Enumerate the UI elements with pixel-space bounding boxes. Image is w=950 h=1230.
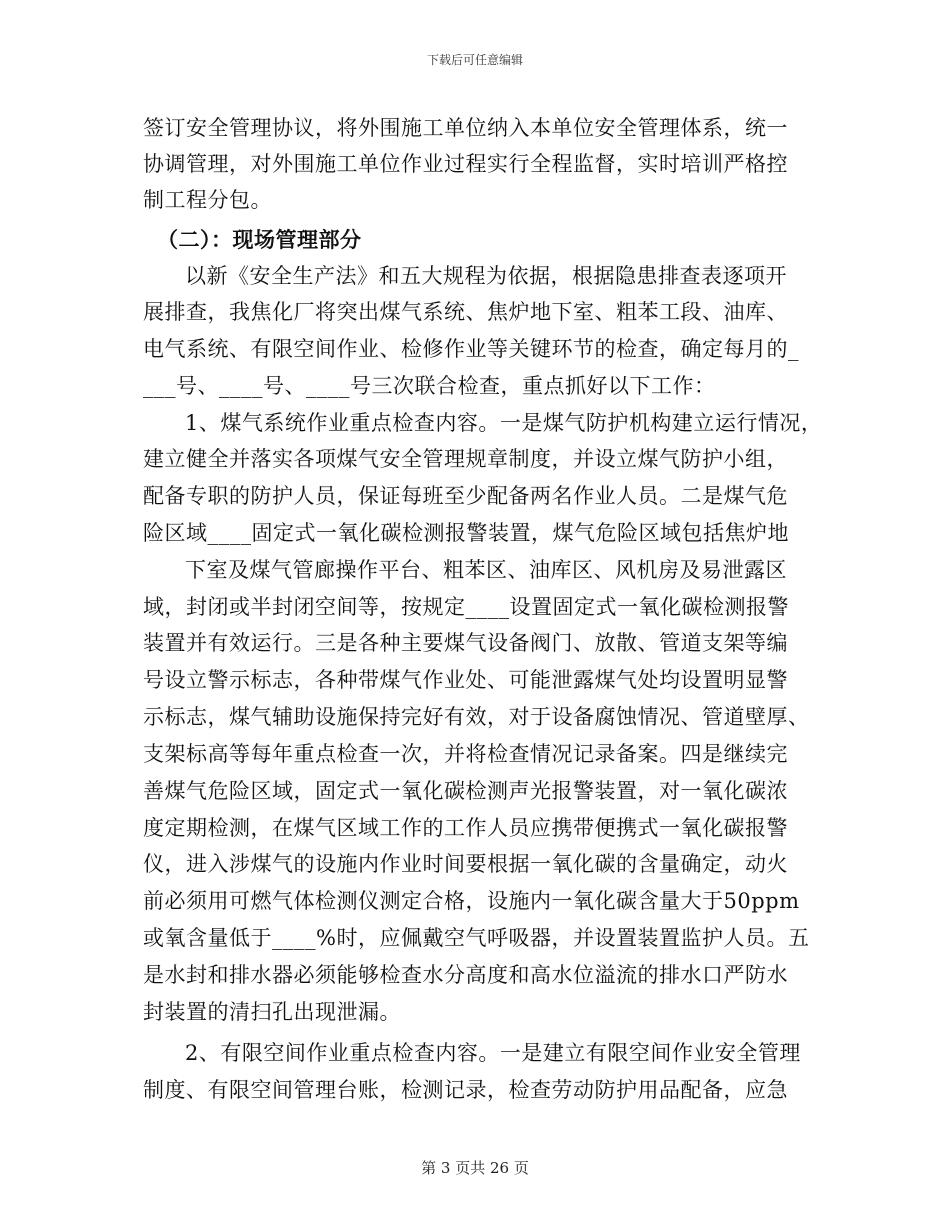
text-line: 度定期检测，在煤气区域工作的工作人员应携带便携式一氧化碳报警 — [143, 816, 788, 840]
text-line: 善煤气危险区域，固定式一氧化碳检测声光报警装置，对一氧化碳浓 — [143, 779, 788, 803]
text-line: 封装置的清扫孔出现泄漏。 — [143, 1000, 401, 1024]
text-line: 制工程分包。 — [143, 188, 272, 212]
text-line: 签订安全管理协议，将外围施工单位纳入本单位安全管理体系，统一 — [143, 116, 788, 140]
text-line: 前必须用可燃气体检测仪测定合格，设施内一氧化碳含量大于50ppm — [143, 889, 800, 913]
text-line: 装置并有效运行。三是各种主要煤气设备阀门、放散、管道支架等编 — [143, 631, 788, 655]
text-line: ___号、____号、____号三次联合检查，重点抓好以下工作： — [143, 374, 716, 398]
text-line: 号设立警示标志，各种带煤气作业处、可能泄露煤气处均设置明显警 — [143, 668, 788, 692]
text-line: 示标志，煤气辅助设施保持完好有效，对于设备腐蚀情况、管道壁厚、 — [143, 705, 810, 729]
text-line: 电气系统、有限空间作业、检修作业等关键环节的检查，确定每月的_ — [143, 337, 799, 361]
text-line: 协调管理，对外围施工单位作业过程实行全程监督，实时培训严格控 — [143, 152, 788, 176]
section-heading: （二）：现场管理部分 — [157, 227, 362, 252]
text-line: 域，封闭或半封闭空间等，按规定____设置固定式一氧化碳检测报警 — [143, 595, 789, 619]
text-line: 险区域____固定式一氧化碳检测报警装置，煤气危险区域包括焦炉地 — [143, 521, 789, 545]
page-footer: 第 3 页共 26 页 — [421, 1159, 529, 1177]
text-line: 是水封和排水器必须能够检查水分高度和高水位溢流的排水口严防水 — [143, 963, 788, 987]
text-line: 建立健全并落实各项煤气安全管理规章制度，并设立煤气防护小组， — [143, 447, 788, 471]
text-line: 1、煤气系统作业重点检查内容。一是煤气防护机构建立运行情况， — [185, 411, 823, 435]
text-line: 2、有限空间作业重点检查内容。一是建立有限空间作业安全管理 — [185, 1041, 801, 1065]
text-line: 支架标高等每年重点检查一次，并将检查情况记录备案。四是继续完 — [143, 742, 788, 766]
text-line: 配备专职的防护人员，保证每班至少配备两名作业人员。二是煤气危 — [143, 484, 788, 508]
text-line: 下室及煤气管廊操作平台、粗苯区、油库区、风机房及易泄露区 — [185, 558, 787, 582]
text-line: 制度、有限空间管理台账，检测记录，检查劳动防护用品配备，应急 — [143, 1078, 788, 1102]
text-line: 展排查，我焦化厂将突出煤气系统、焦炉地下室、粗苯工段、油库、 — [143, 300, 788, 324]
text-line: 以新《安全生产法》和五大规程为依据，根据隐患排查表逐项开 — [185, 264, 787, 288]
text-line: 仪，进入涉煤气的设施内作业时间要根据一氧化碳的含量确定，动火 — [143, 852, 788, 876]
page-header: 下载后可任意编辑 — [426, 53, 523, 67]
text-line: 或氧含量低于____%时，应佩戴空气呼吸器，并设置装置监护人员。五 — [143, 926, 810, 950]
